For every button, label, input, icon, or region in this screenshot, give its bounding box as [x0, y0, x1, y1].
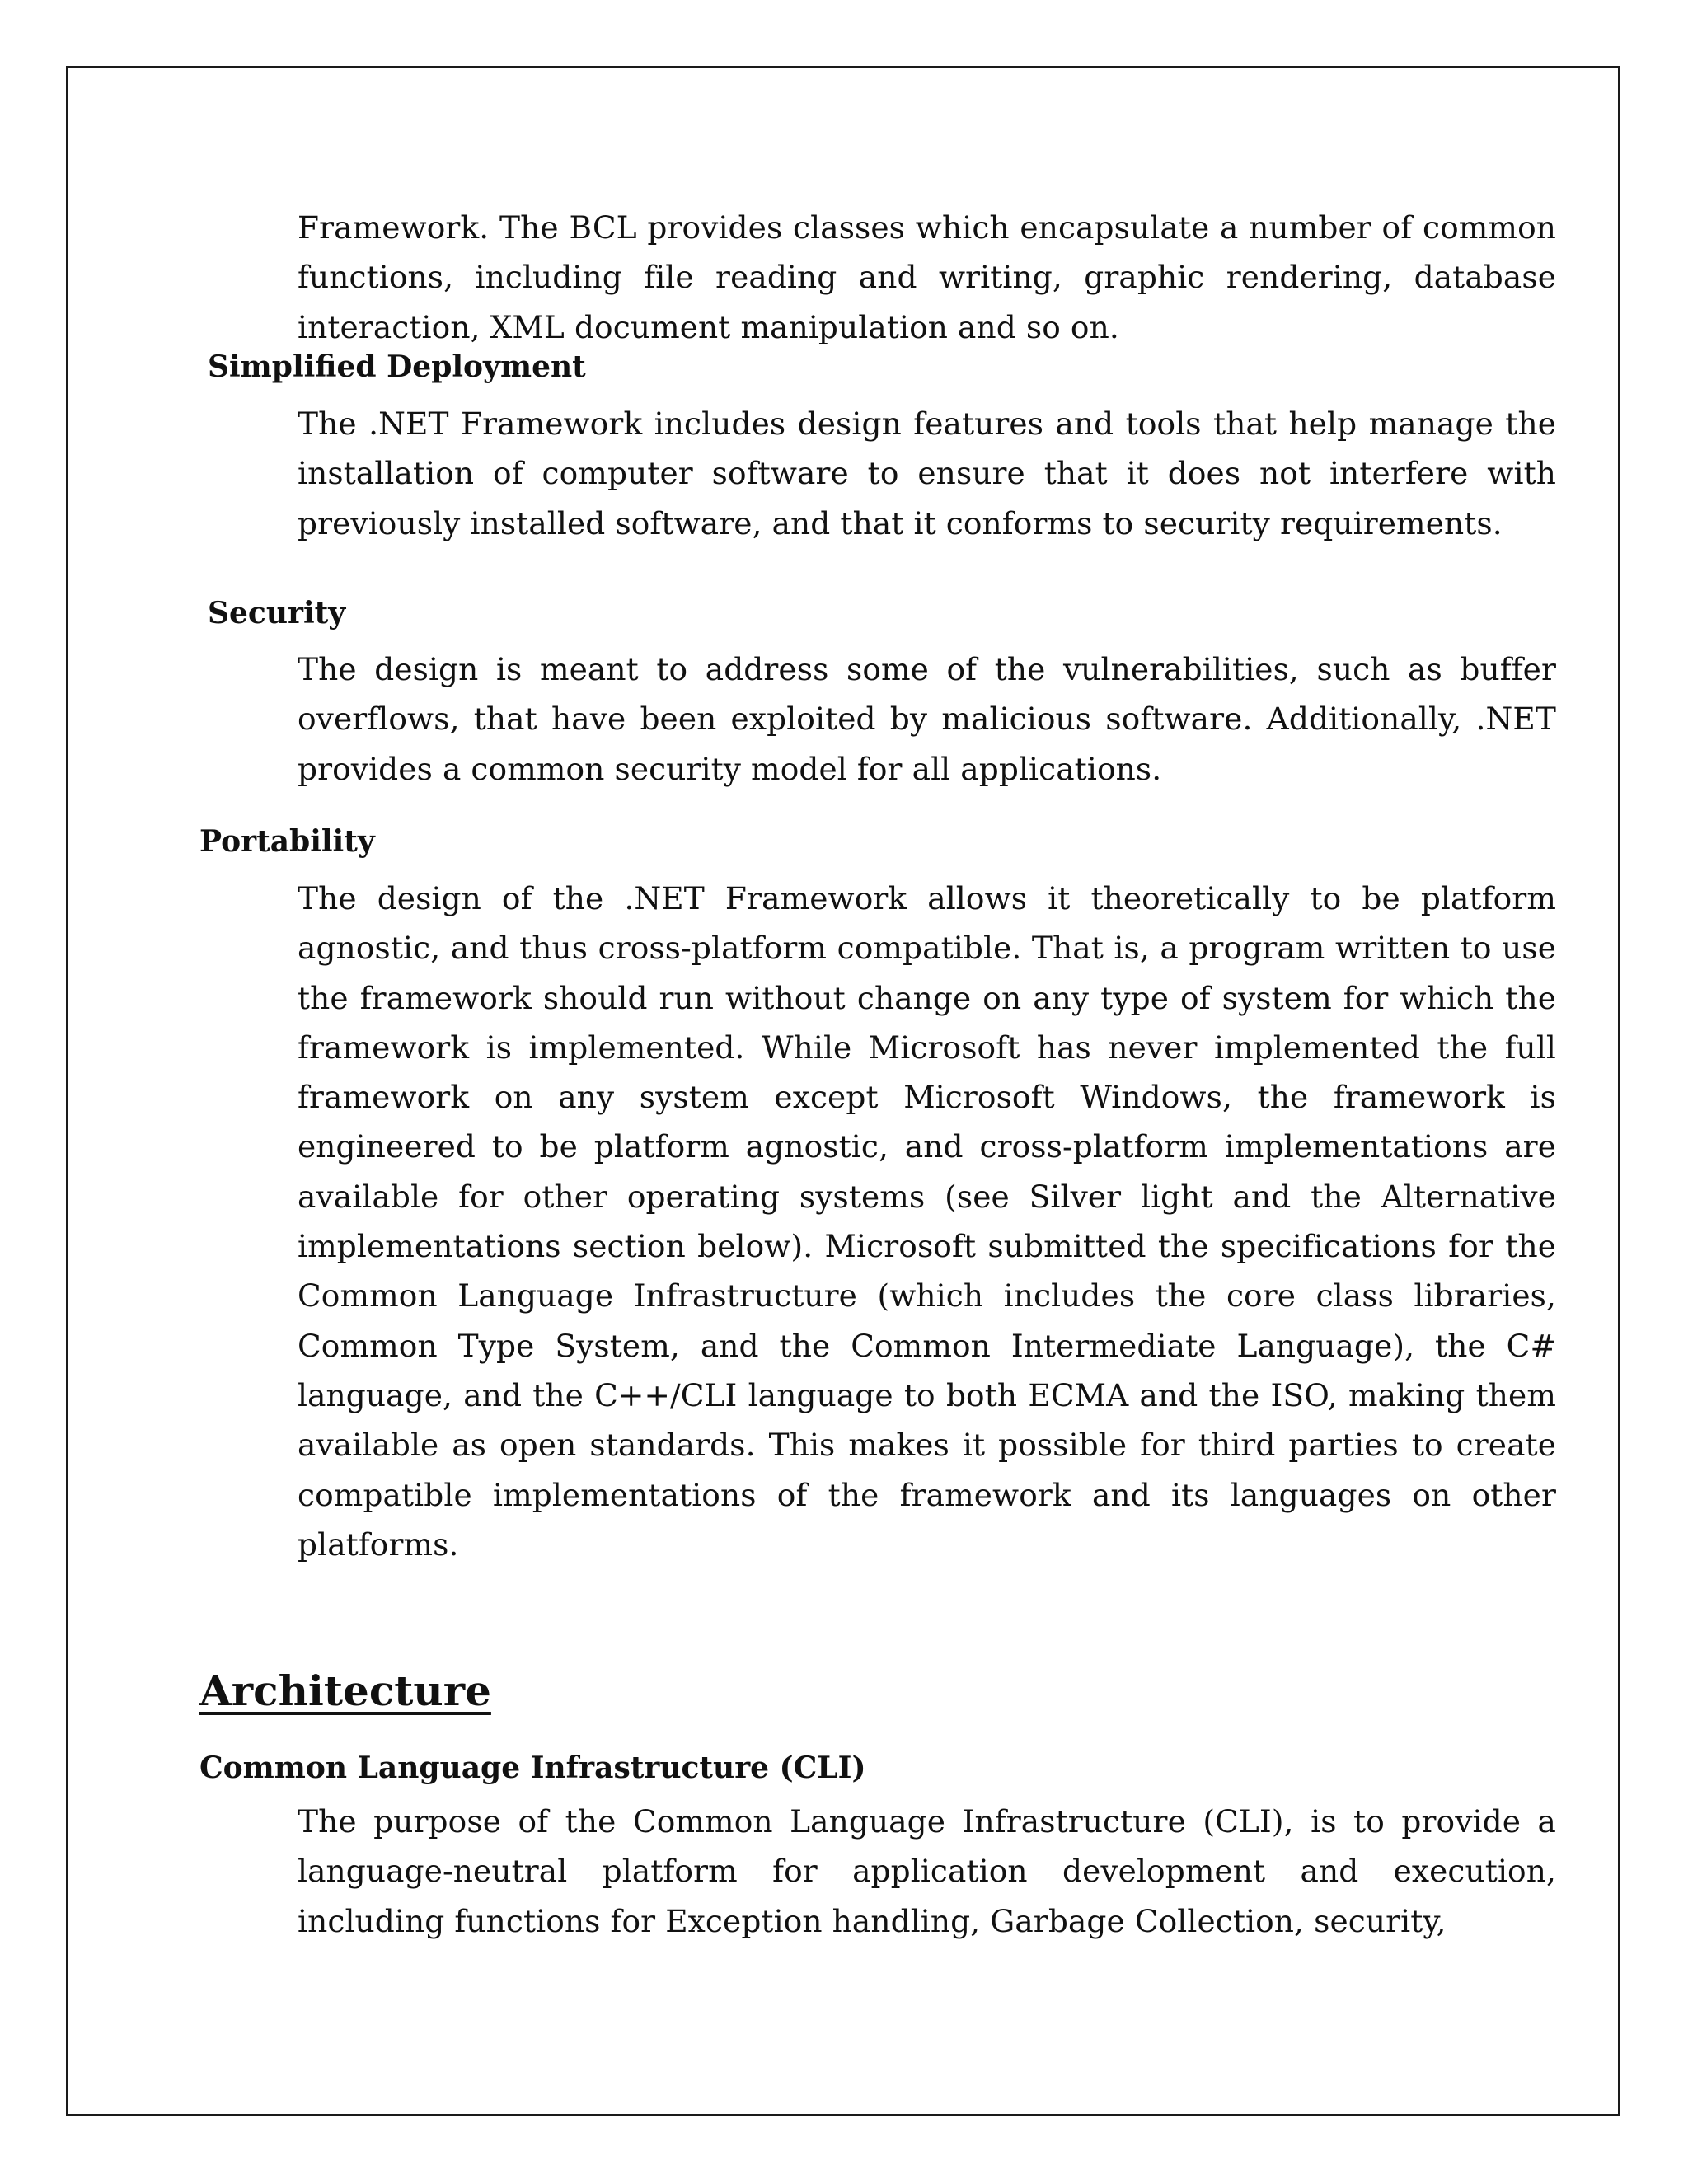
paragraph-simplified-deployment: The .NET Framework includes design features and tools that help manage the installation of computer software to ensure that it does not interfere with previously installed software, and that it conforms to security requirements. — [298, 405, 1556, 541]
paragraph-cli: The purpose of the Common Language Infrastructure (CLI), is to provide a language-neutral platform for application development and execution, including functions for Exception handling, Garbage Collection, security, — [298, 1803, 1556, 1939]
intro-paragraph: Framework. The BCL provides classes which encapsulate a number of common functions, including file reading and writing, graphic rendering, database interaction, XML document manipulation and so on. — [298, 209, 1556, 345]
heading-security: Security — [208, 596, 346, 630]
heading-cli: Common Language Infrastructure (CLI) — [199, 1750, 866, 1785]
heading-portability: Portability — [199, 824, 375, 859]
section-title-architecture: Architecture — [199, 1666, 491, 1715]
paragraph-portability: The design of the .NET Framework allows it theoretically to be platform agnostic, and thus cross-platform compatible. That is, a program written to use the framework should run without change on any type of system for which the framework is implemented. While Microsoft has never implemented the full framework on any system except Microsoft Windows, the framework is engineered to be platform agnostic, and cross-platform implementations are available for other operating systems (see Silver light and the Alternative implementations section below). Microsoft submitted the specifications for the Common Language Infrastructure (which includes the core class libraries, Common Type System, and the Common Intermediate Language), the C# language, and the C++/CLI language to both ECMA and the ISO, making them available as open standards. This makes it possible for third parties to create compatible implementations of the framework and its languages on other platforms. — [298, 880, 1556, 1563]
heading-simplified-deployment: Simplified Deployment — [208, 349, 586, 384]
paragraph-security: The design is meant to address some of the vulnerabilities, such as buffer overflows, that have been exploited by malicious software. Additionally, .NET provides a common security model for all applications. — [298, 651, 1556, 787]
